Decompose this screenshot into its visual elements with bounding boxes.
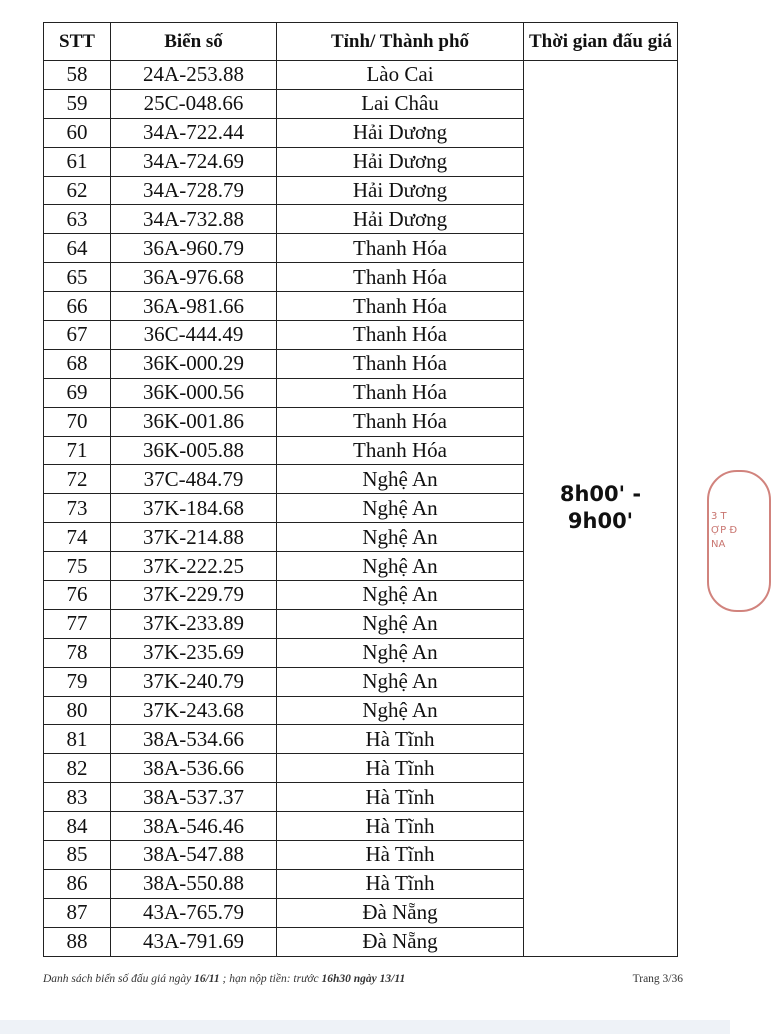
cell-plate: 34A-722.44 — [111, 118, 277, 147]
footer-auction-date: 16/11 — [194, 973, 220, 985]
cell-province: Nghệ An — [277, 638, 524, 667]
footer-payment-deadline: 16h30 ngày 13/11 — [321, 973, 406, 985]
cell-province: Thanh Hóa — [277, 263, 524, 292]
cell-stt: 74 — [44, 523, 111, 552]
cell-province: Lai Châu — [277, 89, 524, 118]
cell-province: Hà Tĩnh — [277, 841, 524, 870]
header-province: Tỉnh/ Thành phố — [277, 23, 524, 61]
header-auction-time: Thời gian đấu giá — [524, 23, 678, 61]
cell-stt: 76 — [44, 581, 111, 610]
cell-stt: 59 — [44, 89, 111, 118]
footer-note-text: Danh sách biển số đấu giá ngày — [43, 973, 195, 985]
cell-province: Nghệ An — [277, 696, 524, 725]
cell-province: Thanh Hóa — [277, 407, 524, 436]
cell-stt: 88 — [44, 927, 111, 956]
cell-province: Nghệ An — [277, 581, 524, 610]
cell-stt: 61 — [44, 147, 111, 176]
cell-stt: 72 — [44, 465, 111, 494]
cell-province: Lào Cai — [277, 61, 524, 90]
cell-plate: 37K-214.88 — [111, 523, 277, 552]
cell-stt: 69 — [44, 378, 111, 407]
cell-plate: 34A-728.79 — [111, 176, 277, 205]
cell-stt: 66 — [44, 292, 111, 321]
cell-plate: 36A-960.79 — [111, 234, 277, 263]
table-row — [44, 61, 678, 90]
cell-plate: 37K-233.89 — [111, 609, 277, 638]
page-number: Trang 3/36 — [632, 973, 683, 985]
cell-plate: 37C-484.79 — [111, 465, 277, 494]
seal-text: 3 T ỢP Đ NA — [711, 511, 738, 550]
cell-plate: 38A-547.88 — [111, 841, 277, 870]
cell-stt: 64 — [44, 234, 111, 263]
cell-province: Hải Dương — [277, 176, 524, 205]
cell-stt: 63 — [44, 205, 111, 234]
cell-province: Hà Tĩnh — [277, 754, 524, 783]
cell-plate: 36K-005.88 — [111, 436, 277, 465]
cell-plate: 36A-976.68 — [111, 263, 277, 292]
cell-plate: 34A-724.69 — [111, 147, 277, 176]
red-seal-stamp — [703, 470, 738, 610]
cell-plate: 36A-981.66 — [111, 292, 277, 321]
cell-auction-time: 8h00' - 9h00' — [524, 61, 678, 957]
cell-province: Thanh Hóa — [277, 234, 524, 263]
cell-province: Đà Nẵng — [277, 927, 524, 956]
cell-plate: 43A-765.79 — [111, 898, 277, 927]
cell-province: Thanh Hóa — [277, 349, 524, 378]
cell-stt: 80 — [44, 696, 111, 725]
footer-note-text-2: ; hạn nộp tiền: trước — [219, 973, 322, 985]
cell-province: Thanh Hóa — [277, 378, 524, 407]
cell-province: Hà Tĩnh — [277, 812, 524, 841]
cell-plate: 25C-048.66 — [111, 89, 277, 118]
cell-stt: 68 — [44, 349, 111, 378]
cell-stt: 85 — [44, 841, 111, 870]
cell-stt: 58 — [44, 61, 111, 90]
cell-stt: 87 — [44, 898, 111, 927]
cell-plate: 38A-537.37 — [111, 783, 277, 812]
cell-stt: 79 — [44, 667, 111, 696]
cell-province: Hải Dương — [277, 147, 524, 176]
cell-plate: 34A-732.88 — [111, 205, 277, 234]
cell-province: Nghệ An — [277, 667, 524, 696]
cell-stt: 71 — [44, 436, 111, 465]
cell-plate: 37K-222.25 — [111, 552, 277, 581]
cell-plate: 38A-546.46 — [111, 812, 277, 841]
cell-stt: 73 — [44, 494, 111, 523]
header-stt: STT — [44, 23, 111, 61]
header-plate: Biển số — [111, 23, 277, 61]
auction-table — [43, 22, 678, 957]
page-footer — [43, 973, 683, 991]
table-header-row — [44, 23, 678, 61]
cell-stt: 77 — [44, 609, 111, 638]
cell-province: Thanh Hóa — [277, 292, 524, 321]
cell-province: Nghệ An — [277, 523, 524, 552]
cell-plate: 43A-791.69 — [111, 927, 277, 956]
cell-stt: 86 — [44, 869, 111, 898]
cell-province: Nghệ An — [277, 552, 524, 581]
cell-province: Thanh Hóa — [277, 436, 524, 465]
cell-province: Hà Tĩnh — [277, 725, 524, 754]
cell-stt: 75 — [44, 552, 111, 581]
cell-plate: 36K-000.56 — [111, 378, 277, 407]
cell-province: Hà Tĩnh — [277, 869, 524, 898]
cell-stt: 84 — [44, 812, 111, 841]
cell-plate: 37K-243.68 — [111, 696, 277, 725]
cell-plate: 38A-534.66 — [111, 725, 277, 754]
cell-stt: 70 — [44, 407, 111, 436]
cell-stt: 78 — [44, 638, 111, 667]
cell-province: Nghệ An — [277, 494, 524, 523]
cell-province: Nghệ An — [277, 465, 524, 494]
cell-plate: 38A-536.66 — [111, 754, 277, 783]
footer-note — [43, 973, 405, 985]
cell-stt: 81 — [44, 725, 111, 754]
cell-stt: 62 — [44, 176, 111, 205]
cell-plate: 37K-229.79 — [111, 581, 277, 610]
cell-stt: 82 — [44, 754, 111, 783]
cell-plate: 36C-444.49 — [111, 321, 277, 350]
cell-plate: 24A-253.88 — [111, 61, 277, 90]
cell-plate: 36K-000.29 — [111, 349, 277, 378]
cell-stt: 60 — [44, 118, 111, 147]
scan-edge — [0, 1020, 730, 1034]
cell-plate: 38A-550.88 — [111, 869, 277, 898]
cell-province: Đà Nẵng — [277, 898, 524, 927]
cell-province: Hà Tĩnh — [277, 783, 524, 812]
cell-province: Nghệ An — [277, 609, 524, 638]
cell-province: Thanh Hóa — [277, 321, 524, 350]
cell-plate: 37K-235.69 — [111, 638, 277, 667]
cell-plate: 37K-240.79 — [111, 667, 277, 696]
cell-stt: 67 — [44, 321, 111, 350]
table-body — [44, 61, 678, 957]
cell-province: Hải Dương — [277, 118, 524, 147]
cell-stt: 83 — [44, 783, 111, 812]
cell-plate: 36K-001.86 — [111, 407, 277, 436]
cell-province: Hải Dương — [277, 205, 524, 234]
cell-plate: 37K-184.68 — [111, 494, 277, 523]
cell-stt: 65 — [44, 263, 111, 292]
